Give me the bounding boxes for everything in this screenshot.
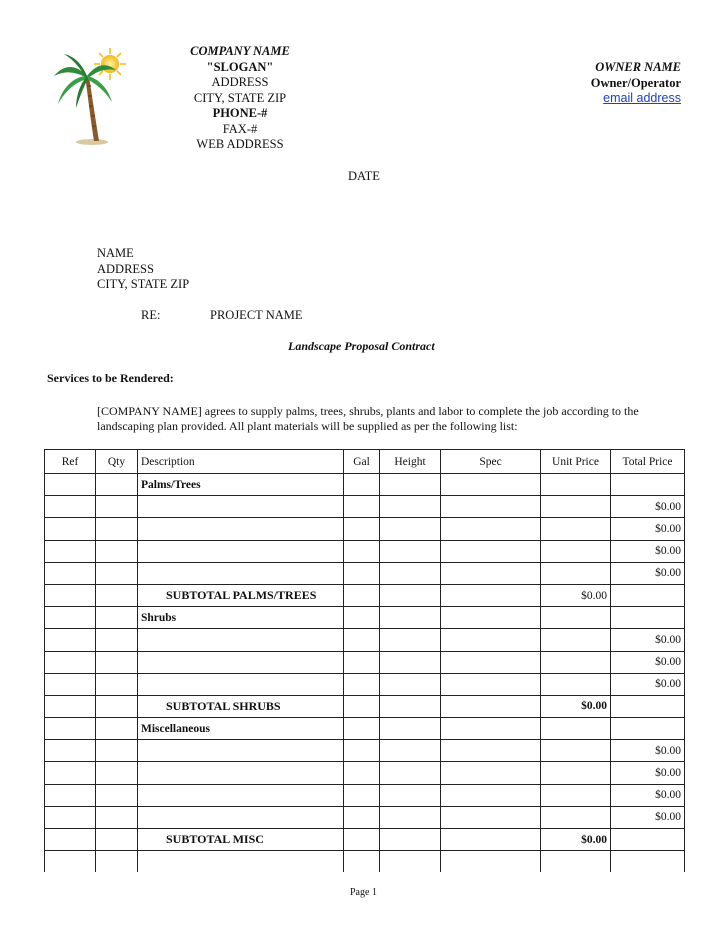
total-price-cell: $0.00 [611,562,685,584]
table-cell [344,718,380,740]
total-price-cell: $0.00 [611,629,685,651]
table-row [45,762,685,784]
table-cell [96,784,138,806]
recipient-city: CITY, STATE ZIP [97,277,190,291]
table-cell [138,673,344,695]
table-cell [96,540,138,562]
table-cell [344,584,380,606]
table-row [45,562,685,584]
table-cell [344,673,380,695]
subtotal-label: SUBTOTAL MISC [138,829,344,851]
owner-title: Owner/Operator [590,75,681,90]
column-header: Ref [45,450,96,474]
table-cell [441,851,541,873]
re-label: RE: [141,308,161,322]
table-cell [380,629,441,651]
table-cell [611,584,685,606]
date-label: DATE [348,169,380,183]
table-row [45,851,685,873]
table-cell [45,762,96,784]
table-cell [541,496,611,518]
table-cell [541,651,611,673]
table-cell [441,540,541,562]
table-cell [45,584,96,606]
company-city: CITY, STATE ZIP [193,90,287,105]
table-cell [380,518,441,540]
subtotal-label: SUBTOTAL PALMS/TREES [138,584,344,606]
table-cell [611,851,685,873]
table-cell [441,607,541,629]
table-cell [344,651,380,673]
table-cell [96,518,138,540]
table-cell [541,718,611,740]
table-cell [541,607,611,629]
table-cell [441,695,541,717]
table-cell [441,518,541,540]
table-row [45,651,685,673]
total-price-cell: $0.00 [611,740,685,762]
table-cell [45,695,96,717]
total-price-cell: $0.00 [611,518,685,540]
table-row [45,629,685,651]
total-price-cell: $0.00 [611,673,685,695]
section-row [45,474,685,496]
table-cell [45,806,96,828]
table-cell [96,496,138,518]
page-number: Page 1 [350,887,377,898]
company-phone: PHONE-# [212,106,268,120]
table-row [45,806,685,828]
company-header [150,44,330,153]
table-cell [441,474,541,496]
table-cell [138,784,344,806]
table-cell [611,718,685,740]
table-cell [344,762,380,784]
table-cell [541,806,611,828]
table-row [45,673,685,695]
table-cell [441,629,541,651]
table-cell [541,540,611,562]
table-cell [138,851,344,873]
owner-block [591,60,681,107]
table-cell [45,474,96,496]
recipient-address: ADDRESS [97,261,154,276]
section-label: Palms/Trees [138,474,344,496]
table-cell [441,673,541,695]
table-cell [45,651,96,673]
table-cell [96,695,138,717]
table-cell [96,718,138,740]
table-cell [611,829,685,851]
table-cell [138,540,344,562]
table-cell [96,629,138,651]
table-cell [344,496,380,518]
table-cell [380,540,441,562]
company-slogan: "SLOGAN" [206,59,274,74]
table-cell [541,474,611,496]
table-cell [45,562,96,584]
services-heading: Services to be Rendered: [47,371,174,385]
project-name: PROJECT NAME [210,308,303,322]
table-cell [96,806,138,828]
table-cell [441,562,541,584]
table-cell [541,629,611,651]
table-cell [45,740,96,762]
plant-materials-table [44,449,685,872]
column-header: Spec [441,450,541,474]
table-cell [45,784,96,806]
table-cell [138,806,344,828]
table-cell [96,851,138,873]
table-cell [541,784,611,806]
section-row [45,718,685,740]
document-title: Landscape Proposal Contract [288,339,435,353]
table-cell [380,740,441,762]
table-cell [344,474,380,496]
table-cell [45,851,96,873]
table-cell [138,562,344,584]
table-cell [344,806,380,828]
total-price-cell: $0.00 [611,651,685,673]
table-body [45,474,685,873]
total-price-cell: $0.00 [611,806,685,828]
table-cell [138,496,344,518]
table-cell [45,607,96,629]
table-row [45,518,685,540]
table-cell [441,496,541,518]
total-price-cell: $0.00 [611,762,685,784]
table-cell [138,629,344,651]
subtotal-row [45,829,685,851]
table-cell [380,695,441,717]
company-web: WEB ADDRESS [196,137,284,151]
table-cell [441,784,541,806]
table-cell [45,829,96,851]
table-cell [344,740,380,762]
column-header: Unit Price [541,450,611,474]
table-cell [138,651,344,673]
table-cell [344,629,380,651]
table-cell [138,518,344,540]
table-cell [380,474,441,496]
table-cell [96,651,138,673]
table-cell [441,762,541,784]
table-cell [541,518,611,540]
subtotal-row [45,695,685,717]
table-cell [96,584,138,606]
table-cell [45,718,96,740]
table-cell [96,562,138,584]
table-cell [441,806,541,828]
section-row [45,607,685,629]
table-cell [441,829,541,851]
table-cell [45,518,96,540]
table-cell [344,562,380,584]
recipient-block [97,246,189,293]
table-cell [96,762,138,784]
subtotal-row [45,584,685,606]
intro-paragraph: [COMPANY NAME] agrees to supply palms, trees, shrubs, plants and labor to complete the job according to the landscaping plan provided. All plant materials will be supplied as per the following list: [97,404,639,433]
table-cell [380,829,441,851]
owner-name: OWNER NAME [595,60,681,74]
table-cell [380,651,441,673]
table-cell [344,829,380,851]
table-cell [541,673,611,695]
table-cell [380,762,441,784]
column-header: Height [380,450,441,474]
table-cell [96,474,138,496]
column-header: Gal [344,450,380,474]
table-row [45,496,685,518]
table-row [45,740,685,762]
table-cell [441,718,541,740]
table-cell [441,584,541,606]
table-cell [45,496,96,518]
company-address: ADDRESS [211,75,269,89]
table-cell [611,474,685,496]
table-cell [344,851,380,873]
table-cell [611,695,685,717]
table-cell [441,651,541,673]
subtotal-value: $0.00 [541,829,611,851]
table-cell [541,762,611,784]
table-cell [380,607,441,629]
column-header: Qty [96,450,138,474]
section-label: Shrubs [138,607,344,629]
column-header: Total Price [611,450,685,474]
total-price-cell: $0.00 [611,540,685,562]
total-price-cell: $0.00 [611,496,685,518]
table-cell [344,695,380,717]
table-cell [380,673,441,695]
table-row [45,540,685,562]
recipient-name: NAME [97,246,134,260]
table-cell [45,629,96,651]
table-cell [541,562,611,584]
table-cell [344,784,380,806]
table-header-row [45,450,685,474]
table-cell [380,584,441,606]
subtotal-value: $0.00 [541,695,611,717]
table-row [45,784,685,806]
subtotal-label: SUBTOTAL SHRUBS [138,695,344,717]
table-cell [96,740,138,762]
table-cell [45,540,96,562]
table-cell [380,784,441,806]
table-cell [96,607,138,629]
owner-email-link[interactable]: email address [603,91,681,105]
table-cell [96,829,138,851]
table-cell [380,718,441,740]
table-cell [541,740,611,762]
table-cell [45,673,96,695]
table-cell [380,806,441,828]
section-label: Miscellaneous [138,718,344,740]
table-cell [96,673,138,695]
company-name: COMPANY NAME [190,44,290,58]
table-cell [611,607,685,629]
company-fax: FAX-# [222,121,258,136]
table-cell [344,607,380,629]
table-cell [441,740,541,762]
table-cell [138,762,344,784]
column-header: Description [138,450,344,474]
table-cell [380,496,441,518]
table-cell [541,851,611,873]
total-price-cell: $0.00 [611,784,685,806]
table-cell [344,518,380,540]
subtotal-value: $0.00 [541,584,611,606]
table-cell [380,562,441,584]
table-cell [138,740,344,762]
table-cell [344,540,380,562]
table-cell [380,851,441,873]
palm-tree-logo-icon [52,46,130,146]
